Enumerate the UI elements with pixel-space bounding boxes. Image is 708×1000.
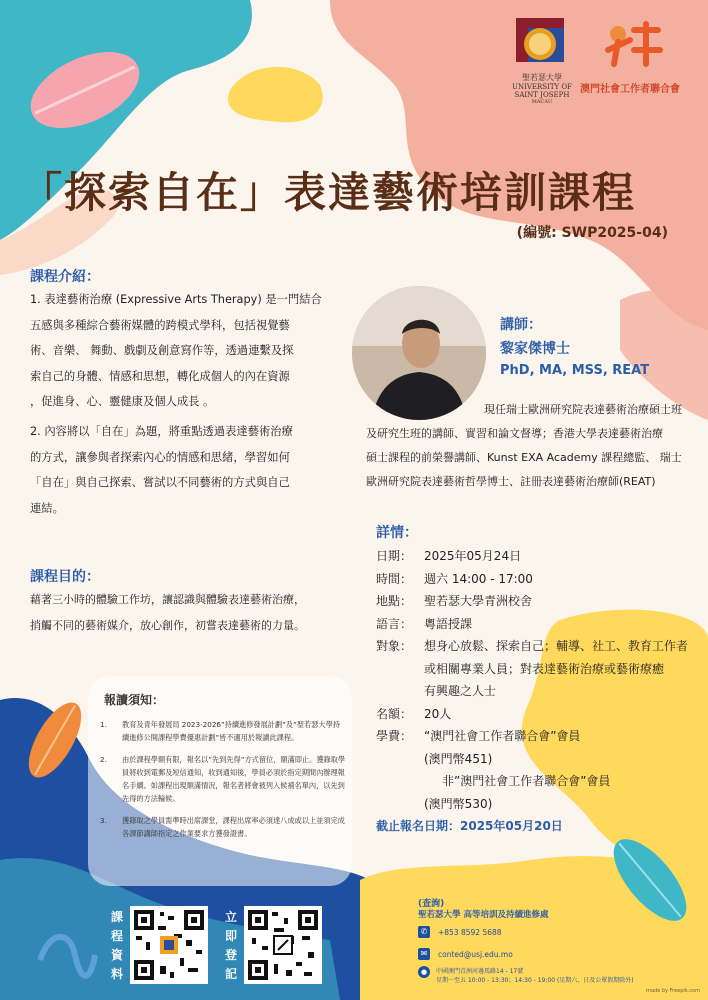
details-list: 日期： 2025年05月24日 時間： 週六 14:00 - 17:00 地點： 聖若瑟大學青洲校舍 語言： 粵語授課 對象： 想身心放鬆、探索自己；輔導、社工、教育工作者 或相關專業人員；對表達藝術治療或藝術療癒 有興趣之人士 名額： 20人 學費： “澳門社會工作者聯合會”會員 (澳門幣451) 非”澳門社會工作者聯合會”會員 (澳門幣530) 截止報名日期：2025年05月20日: [376, 545, 688, 838]
register-qr-code[interactable]: [244, 906, 322, 984]
instructor-credentials: PhD, MA, MSS, REAT: [500, 363, 650, 378]
usj-logo: [510, 18, 570, 70]
intro-paragraph-2: 2. 內容將以「自在」為題，將重點透過表達藝術治療 的方式，讓參與者探索內心的情感和思緒，學習如何 「自在」與自己探索、嘗試以不同藝術的方式與自己 連結。: [30, 425, 293, 515]
email-icon: ✉: [418, 948, 430, 960]
address-row: [418, 966, 634, 984]
detail-place: 地點： 聖若瑟大學青洲校舍: [376, 594, 533, 608]
instructor-label: 講師：: [500, 317, 542, 333]
address-line: 中國澳門青洲河邊馬路14 - 17號: [436, 968, 524, 975]
inquiry-label: (查詢): [418, 899, 445, 909]
goal-paragraph: 藉著三小時的體驗工作坊，讓認識與體驗表達藝術治療， 捎觸不同的藝術媒介，放心創作，初嘗表達藝術的力量。: [30, 593, 305, 632]
notice-item: 1. 教育及青年發展局 2023-2026”持續進修發展計劃”及”聖若瑟大學持續進修公開課程學費優惠計劃”皆不適用於報讀此課程。: [100, 720, 340, 742]
phone-number: +853 8592 5688: [438, 927, 502, 937]
usj-emblem-icon: [510, 18, 570, 70]
notice-item: 2. 由於課程學額有限，報名以”先到先得”方式留位，額滿即止。獲錄取學員將收到電郵及短信通知，收到通知後，學員必須於指定期間內辦理報名手續。如課程出現額滿情況，報名者將會被列入候補名單內，以先到先得的方法輪候。: [100, 755, 346, 803]
sw-association-logo-icon: [604, 20, 664, 68]
notice-list: [100, 718, 346, 840]
detail-date: 日期： 2025年05月24日: [376, 549, 522, 563]
credit: made by Freepik.com: [646, 988, 700, 994]
instructor-bio: 現任瑞士歐洲研究院表達藝術治療碩士班 及研究生班的講師、實習和論文督導；香港大學表達藝術治療 碩士課程的前榮譽講師、Kunst EXA Academy 課程總監、 瑞士 歐洲研究院表達藝術哲學博士、註冊表達藝術治療師(REAT): [366, 403, 682, 488]
course-info-qr-code[interactable]: [130, 906, 208, 984]
intro-heading: 課程介紹：: [30, 269, 100, 285]
detail-target: 對象： 想身心放鬆、探索自己；輔導、社工、教育工作者: [376, 639, 689, 653]
detail-time: 時間： 週六 14:00 - 17:00: [376, 571, 533, 586]
inquiry-org: 聖若瑟大學 高等培訓及持續進修處: [418, 910, 549, 920]
notice-item: 3. 獲錄取之學員需準時出席課堂，課程出席率必須達八成或以上並須完成各課節講師指定之作業要求方獲發證書。: [100, 816, 345, 838]
instructor-name: 黎家傑博士: [500, 341, 570, 357]
intro-paragraph-1: 1. 表達藝術治療 (Expressive Arts Therapy) 是一門結合 五感與多種綜合藝術媒體的跨模式學科，包括視覺藝 術、音樂、 舞動、戲劇及創意寫作等，透過連繫及探 索自己的身體、情感和思想，轉化成個人的內在資源 ，促進身、心、靈健康及個人成長 。: [30, 293, 322, 408]
location-pin-icon: ●: [418, 966, 430, 978]
page-title: 「探索自在」表達藝術培訓課程: [20, 168, 637, 217]
office-hours: 星期一至五 10:00 - 13:30；14:30 - 19:00 (星期六、日及公眾假期除外): [436, 977, 634, 984]
detail-deadline: 截止報名日期：2025年05月20日: [376, 819, 563, 833]
detail-quota: 名額： 20人: [376, 706, 452, 721]
detail-fee: 學費： “澳門社會工作者聯合會”會員: [376, 729, 581, 743]
qr1-label: 課程資料: [110, 910, 123, 981]
email-address[interactable]: conted@usj.edu.mo: [438, 949, 513, 959]
email-row: [418, 948, 513, 960]
details-heading: 詳情：: [376, 525, 418, 541]
goal-heading: 課程目的：: [30, 569, 100, 585]
usj-name: 聖若瑟大學 UNIVERSITY OF SAINT JOSEPH MACAU: [512, 73, 572, 105]
qr2-label: 立即登記: [224, 910, 237, 981]
notice-heading: 報讀須知：: [104, 693, 165, 707]
detail-language: 語言： 粵語授課: [376, 616, 473, 631]
macau-sw-name: 澳門社會工作者聯合會: [580, 84, 680, 95]
phone-icon: ✆: [418, 926, 430, 938]
macau-sw-logo: [604, 20, 664, 68]
phone-row: [418, 926, 502, 938]
course-code: (編號: SWP2025-04): [516, 225, 668, 241]
qr-code-icon: [130, 906, 208, 984]
qr-code-icon: [244, 906, 322, 984]
